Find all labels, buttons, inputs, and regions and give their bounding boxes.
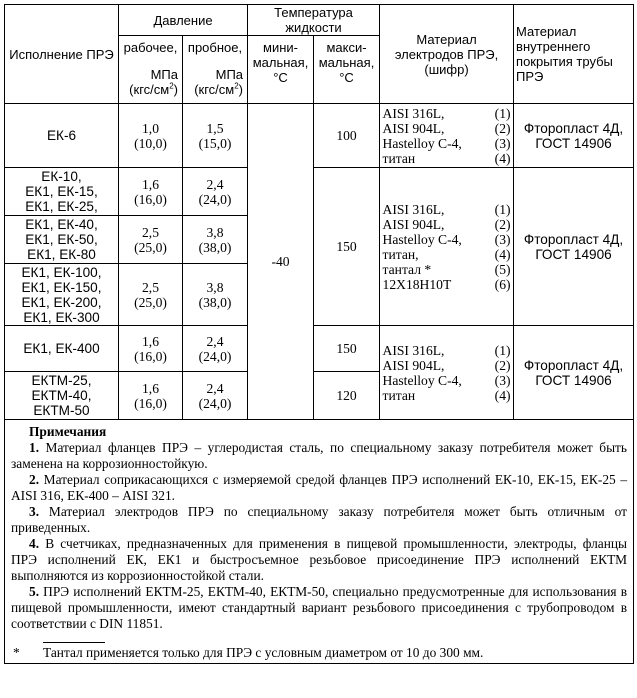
- material-name: AISI 316L,: [382, 105, 445, 121]
- cell-rab: [119, 264, 183, 326]
- notes-section: [5, 420, 634, 664]
- material-name: AISI 904L,: [382, 357, 445, 373]
- cell-prob: [183, 168, 248, 216]
- note-number: 4.: [29, 536, 40, 551]
- material-name: 12Х18Н10Т: [382, 276, 452, 292]
- cell-coating: [514, 168, 634, 326]
- header-material-electrodes: [380, 5, 514, 104]
- spec-table: [4, 4, 634, 664]
- material-item: [383, 232, 511, 247]
- material-code: (6): [494, 276, 511, 292]
- max-temp-value: 100: [336, 128, 357, 143]
- materials-list: [383, 106, 511, 166]
- material-code: (1): [494, 105, 511, 121]
- ispolnenie-line: ЕКТМ-50: [33, 403, 90, 418]
- ispolnenie-line: ЕК1, ЕК-200,: [21, 294, 102, 310]
- ispolnenie-line: ЕКТМ-25,: [31, 373, 92, 388]
- material-code: (3): [494, 372, 511, 388]
- header-min-temp: [248, 36, 314, 104]
- material-code: (4): [494, 387, 511, 403]
- cell-prob: [183, 216, 248, 264]
- header-temperatura: [248, 5, 380, 36]
- coating-line: ГОСТ 14906: [535, 372, 612, 388]
- note-5: [11, 584, 627, 632]
- header-ispolnenie: [5, 5, 119, 104]
- coating-line: Фторопласт 4Д,: [523, 231, 624, 247]
- cell-ispolnenie: [5, 326, 119, 372]
- rab-kgs: (16,0): [134, 395, 167, 411]
- ispolnenie-line: ЕК1, ЕК-150,: [21, 279, 102, 295]
- ispolnenie-line: ЕК-6: [46, 128, 77, 143]
- coating-line: Фторопласт 4Д,: [523, 120, 624, 136]
- material-code: (5): [494, 261, 511, 277]
- cell-rab: [119, 216, 183, 264]
- materials-list: [383, 202, 511, 292]
- max-temp-value: 150: [336, 239, 357, 254]
- header-davlenie: [119, 5, 248, 36]
- rab-kgs: (16,0): [134, 348, 167, 364]
- header-rabochee-close: ): [173, 82, 178, 97]
- note-text: Материал фланцев ПРЭ – углеродистая сталь, по специальному заказу потребителя может быть заменена на коррозионностойкую.: [11, 440, 628, 471]
- header-rabochee-text: рабочее,: [123, 40, 178, 55]
- table-row: [5, 104, 634, 168]
- header-temperatura-text: Температура жидкости: [274, 5, 353, 35]
- material-name: AISI 316L,: [382, 201, 445, 217]
- ispolnenie-line: ЕК1, ЕК-80: [27, 247, 96, 262]
- ispolnenie-line: ЕКТМ-40,: [31, 388, 92, 403]
- material-item: [383, 262, 511, 277]
- note-1: [11, 440, 627, 472]
- header-probnoe: [183, 36, 248, 104]
- material-code: (4): [494, 150, 511, 166]
- notes-title: Примечания: [29, 424, 107, 439]
- cell-materials: [380, 326, 514, 420]
- cell-ispolnenie: [5, 168, 119, 216]
- ispolnenie-line: ЕК1, ЕК-300: [23, 309, 100, 325]
- note-3: [11, 504, 627, 536]
- cell-rab: [119, 326, 183, 372]
- rab-value: 2,5: [142, 224, 159, 240]
- header-max-temp: [314, 36, 380, 104]
- cell-rab: [119, 104, 183, 168]
- prob-value: 3,8: [206, 279, 224, 295]
- material-name: титан,: [382, 246, 419, 262]
- footnote-mark: *: [13, 645, 20, 660]
- rab-value: 1,0: [142, 120, 159, 136]
- material-item: [383, 373, 511, 388]
- material-item: [383, 217, 511, 232]
- cell-max-temp: [314, 104, 380, 168]
- ispolnenie-line: ЕК1, ЕК-40,: [25, 217, 98, 232]
- material-code: (2): [494, 120, 511, 136]
- note-number: 1.: [29, 440, 40, 455]
- cell-ispolnenie: [5, 104, 119, 168]
- header-rabochee-sup: 2: [169, 81, 174, 91]
- header-davlenie-text: Давление: [153, 12, 213, 28]
- material-code: (1): [494, 201, 511, 217]
- ispolnenie-line: ЕК1, ЕК-15,: [25, 184, 98, 199]
- note-4: [11, 536, 627, 584]
- rab-kgs: (25,0): [134, 294, 167, 310]
- material-name: титан: [382, 387, 416, 403]
- prob-kgs: (24,0): [198, 395, 232, 411]
- material-code: (2): [494, 357, 511, 373]
- material-name: Hastelloy C-4,: [382, 372, 462, 388]
- header-ispolnenie-text: Исполнение ПРЭ: [9, 46, 114, 62]
- rab-value: 2,5: [142, 279, 159, 295]
- note-number: 5.: [29, 584, 40, 599]
- material-item: [383, 277, 511, 292]
- header-rabochee-unit: МПа: [150, 67, 178, 82]
- material-item: [383, 151, 511, 166]
- header-rabochee: [119, 36, 183, 104]
- cell-ispolnenie: [5, 216, 119, 264]
- rab-kgs: (25,0): [134, 239, 167, 255]
- cell-coating: [514, 104, 634, 168]
- cell-max-temp: [314, 326, 380, 372]
- footnote: [11, 645, 627, 661]
- header-probnoe-sup: 2: [234, 81, 239, 91]
- prob-value: 2,4: [206, 333, 224, 349]
- materials-list: [383, 343, 511, 403]
- max-temp-value: 150: [336, 341, 357, 356]
- prob-value: 3,8: [206, 224, 224, 240]
- prob-kgs: (38,0): [198, 294, 232, 310]
- ispolnenie-line: ЕК1, ЕК-400: [23, 341, 100, 356]
- material-name: Hastelloy C-4,: [382, 231, 462, 247]
- note-text: В счетчиках, предназначенных для применения в пищевой промышленности, электроды, фланцы ПРЭ исполнений ЕК, ЕК1 и быстросъемное резьбовое присоединение ПРЭ исполнений ЕКТМ выполняются из коррозионностойкой стали.: [11, 536, 628, 583]
- header-probnoe-kgs-text: (кгс/см: [194, 82, 235, 97]
- header-rabochee-kgs-text: (кгс/см: [129, 82, 170, 97]
- material-code: (3): [494, 231, 511, 247]
- material-name: AISI 904L,: [382, 120, 445, 136]
- ispolnenie-line: ЕК1, ЕК-100,: [21, 264, 102, 280]
- cell-coating: [514, 326, 634, 420]
- note-text: Материал электродов ПРЭ по специальному заказу потребителя может быть отличным от приведенных.: [11, 504, 628, 535]
- material-item: [383, 202, 511, 217]
- notes-row: [5, 420, 634, 664]
- material-item: [383, 388, 511, 403]
- note-text: Материал соприкасающихся с измеряемой средой фланцев ПРЭ исполнений ЕК-10, ЕК-15, ЕК-25 – AISI 316, ЕК-400 – AISI 321.: [11, 472, 628, 503]
- material-name: AISI 316L,: [382, 342, 445, 358]
- header-material-electrodes-text: Материал электродов ПРЭ, (шифр): [394, 31, 499, 77]
- prob-kgs: (15,0): [198, 135, 232, 151]
- rab-value: 1,6: [142, 333, 159, 349]
- coating-line: ГОСТ 14906: [535, 135, 612, 151]
- header-rabochee-kgs: [121, 82, 180, 97]
- table-row: [5, 326, 634, 372]
- rab-value: 1,6: [142, 176, 159, 192]
- ispolnenie-line: ЕК1, ЕК-25,: [25, 199, 98, 214]
- min-temp-value: -40: [271, 254, 290, 269]
- rab-kgs: (16,0): [134, 191, 167, 207]
- material-name: тантал *: [382, 261, 432, 277]
- ispolnenie-line: ЕК-10,: [41, 169, 82, 184]
- prob-kgs: (24,0): [198, 348, 232, 364]
- cell-prob: [183, 326, 248, 372]
- cell-ispolnenie: [5, 372, 119, 420]
- prob-value: 1,5: [206, 120, 224, 136]
- cell-min-temp: [248, 104, 314, 420]
- note-number: 3.: [29, 504, 40, 519]
- material-code: (2): [494, 216, 511, 232]
- cell-rab: [119, 372, 183, 420]
- header-probnoe-kgs: [185, 82, 245, 97]
- table-row: [5, 168, 634, 216]
- cell-ispolnenie: [5, 264, 119, 326]
- header-probnoe-unit: МПа: [215, 67, 244, 82]
- prob-value: 2,4: [206, 380, 224, 396]
- material-name: AISI 904L,: [382, 216, 445, 232]
- ispolnenie-line: ЕК1, ЕК-50,: [25, 232, 98, 247]
- rab-value: 1,6: [142, 380, 159, 396]
- material-item: [383, 136, 511, 151]
- cell-prob: [183, 372, 248, 420]
- cell-materials: [380, 168, 514, 326]
- header-min-temp-text: мини-мальная, °С: [252, 40, 309, 85]
- material-item: [383, 247, 511, 262]
- cell-max-temp: [314, 168, 380, 326]
- material-code: (1): [494, 342, 511, 358]
- header-material-coating: [514, 5, 634, 104]
- rab-kgs: (10,0): [134, 135, 167, 151]
- header-max-temp-text: макси-мальная, °С: [318, 40, 375, 85]
- header-probnoe-close: ): [238, 82, 244, 97]
- material-item: [383, 343, 511, 358]
- note-text: ПРЭ исполнений ЕКТМ-25, ЕКТМ-40, ЕКТМ-50, специально предусмотренные для использования в пищевой промышленности, имеют стандартный вариант резьбового присоединения с трубопроводом в соответствии с DIN 11851.: [11, 584, 628, 631]
- material-item: [383, 121, 511, 136]
- cell-max-temp: [314, 372, 380, 420]
- prob-kgs: (24,0): [198, 191, 232, 207]
- cell-prob: [183, 264, 248, 326]
- coating-line: ГОСТ 14906: [535, 246, 612, 262]
- footnote-text: Тантал применяется только для ПРЭ с условным диаметром от 10 до 300 мм.: [43, 645, 484, 660]
- max-temp-value: 120: [336, 388, 357, 403]
- material-name: Hastelloy C-4,: [382, 135, 462, 151]
- material-code: (4): [494, 246, 511, 262]
- prob-kgs: (38,0): [198, 239, 232, 255]
- material-item: [383, 106, 511, 121]
- footnote-separator: [43, 642, 105, 643]
- header-probnoe-text: пробное,: [187, 40, 243, 55]
- coating-line: Фторопласт 4Д,: [523, 357, 624, 373]
- material-name: титан: [382, 150, 416, 166]
- material-code: (3): [494, 135, 511, 151]
- prob-value: 2,4: [206, 176, 224, 192]
- material-item: [383, 358, 511, 373]
- cell-rab: [119, 168, 183, 216]
- header-material-coating-text: Материал внутреннего покрытия трубы ПРЭ: [516, 24, 613, 84]
- note-2: [11, 472, 627, 504]
- cell-prob: [183, 104, 248, 168]
- cell-materials: [380, 104, 514, 168]
- note-number: 2.: [29, 472, 40, 487]
